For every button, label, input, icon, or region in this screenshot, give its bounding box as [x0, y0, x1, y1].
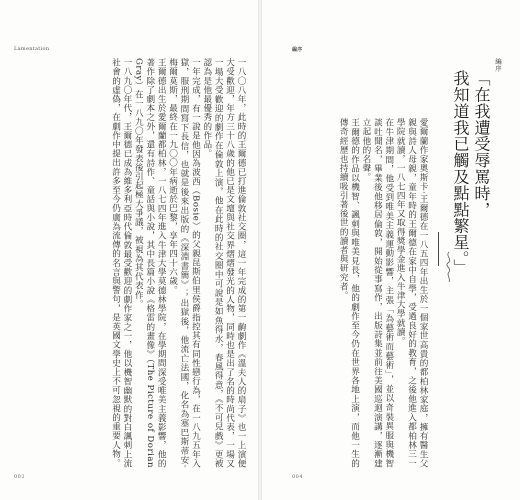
folio-right: 004 [292, 474, 304, 480]
left-page-body [14, 58, 246, 468]
folio-left: 002 [14, 474, 26, 480]
epigraph-line: 我知道我已觸及點點繁星。」 [451, 70, 470, 276]
paragraph: 王爾德的作品以機智、諷刺與唯美見長，他的劇作至今仍在世界各地上演，而他一生的傳奇經歷也持續吸引著後世的讀者與研究者。 [338, 118, 360, 468]
section-label: 編序 [494, 58, 502, 72]
left-page [0, 0, 258, 500]
signature-icon [442, 250, 456, 284]
right-page-body [276, 118, 428, 468]
epigraph-quote [430, 70, 492, 276]
paragraph: 一八〇八年，此時的王爾德已打進倫敦社交圈，這一年完成的第一齣劇作《溫夫人的扇子》也一上演便大受歡迎，年方三十八歲的他已是文壇與社交界熠熠發光的人物，同時也是出了名的時尚代表，一場又一場大受歡迎的劇作在倫敦上演，他在此時的社交圈中可說是如魚得水，春風得意，《不可兒戲》更被認為是他最優秀的作品。 [201, 58, 246, 468]
paragraph: 一八九〇年代，王爾德已成為維多利亞時代倫敦最受歡迎的劇作家之一，他以機智幽默的對白諷刺上流社會的虛偽，在劇作中提出許多至今仍廣為流傳的名言與警句，是英國文學史上不可忽視的重要人物。 [110, 58, 132, 468]
running-head-right: 編序 [292, 47, 303, 53]
right-page [262, 0, 520, 500]
epigraph-line: 「在我遭受辱罵時， [472, 70, 491, 218]
paragraph: 愛爾蘭作家奧斯卡‧王爾德在一八五四年出生於一個家世高貴的都柏林家庭，擁有醫生父親與詩人母親，童年時的王爾德在家中自學，受過良好的教育，之後他進入都柏林三一學院就讀，一八七四年又取得獎學金進入牛津大學就讀。 [395, 118, 428, 468]
attribution-dash [438, 232, 439, 266]
running-head-left: Lamentation [14, 46, 50, 52]
paragraph: 王爾德出生於愛爾蘭都柏林，一八七四年進入牛津大學莫德林學院，在學期間深受唯美主義影響，他的著作除了劇本之外，還有詩作、童話與小說，其中長篇小說《格雷的畫像》（The Picture of Dorian Gray）在一八九〇年發表後引起極大爭議，被視為其代表作。 [133, 58, 167, 468]
paragraph: 在牛津期間，他受到唯美主義運動影響，主張「為藝術而藝術」，並以奇裝異服與機智談吐聞名，畢業後他移居倫敦，開始從事寫作，出版詩集並前往美國巡迴演講，逐漸建立起他的名聲。 [360, 118, 394, 468]
paragraph: 一年完成，有一說是他因為波西（Bosie）的父親昆斯伯里侯爵指控其有同性戀行為，在一八九五年入獄，服刑期間寫下長信，也就是後來出版的《深淵書簡》；出獄後，他流亡法國，化名為塞巴斯蒂安‧梅爾莫斯，最終在一九〇〇年病逝於巴黎，享年四十六歲。 [167, 58, 201, 468]
